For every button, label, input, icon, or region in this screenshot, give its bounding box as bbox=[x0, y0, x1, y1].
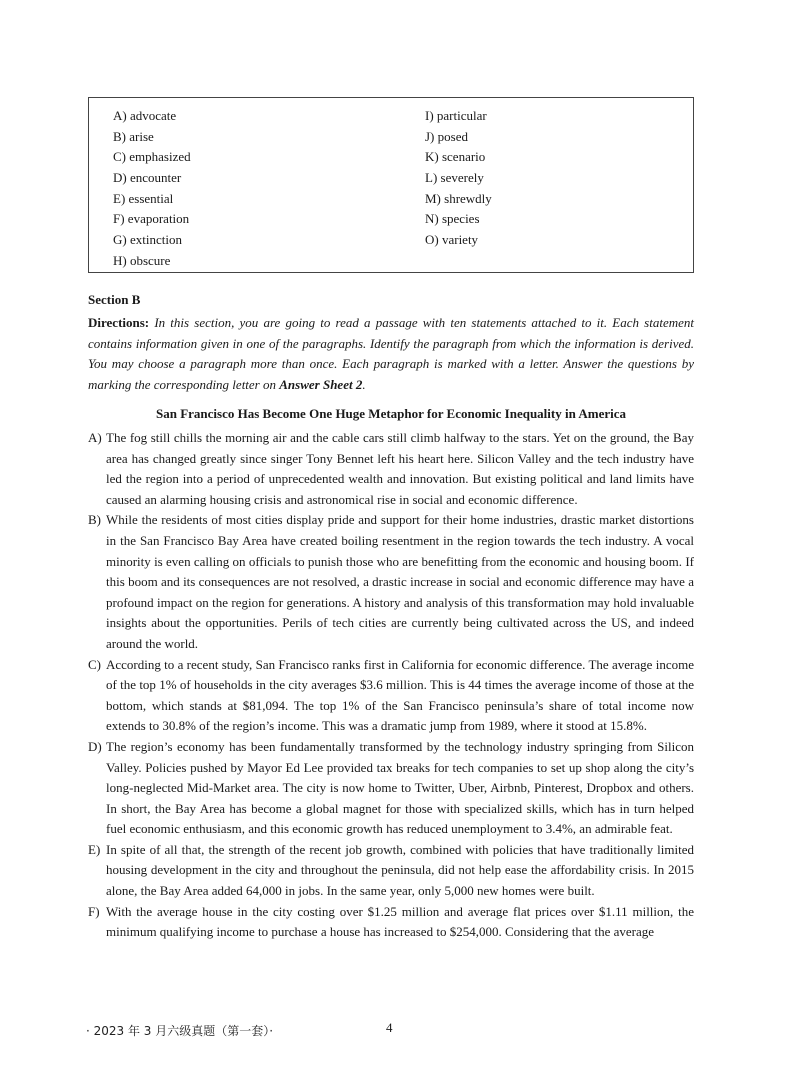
directions-period: . bbox=[362, 376, 366, 392]
paragraph-text: According to a recent study, San Francisco ranks first in California for economic difference. The average income of the top 1% of households in the city averages $3.6 million. This is 44 times the average income of those at the bottom, which stands at $81,094. The top 1% of the San Francisco peninsula’s share of total income now extends to 30.8% of the region’s income. This was a dramatic jump from 1989, where it stood at 15.8%. bbox=[106, 656, 694, 734]
paragraph-label: F) bbox=[88, 903, 100, 919]
paragraph-text: While the residents of most cities display pride and support for their home industries, drastic market distortions in the San Francisco Bay Area have created boiling resentment in the region towards the tech industry. A vocal minority is even calling on officials to punish those who are benefitting from the economic and housing boom. If this boom and its consequences are not resolved, a drastic increase in social and economic difference may have a profound impact on the region for generations. A history and analysis of this transformation may hold invaluable insights about the opportunities. Perils of tech cities are currently being cultivated across the US, and indeed around the world. bbox=[106, 512, 694, 651]
word-bank-right-column bbox=[425, 106, 492, 251]
paragraph-label: B) bbox=[88, 512, 101, 528]
word-option: H) obscure bbox=[113, 252, 171, 268]
passage-title: San Francisco Has Become One Huge Metaphor for Economic Inequality in America bbox=[155, 406, 626, 421]
paragraph-a bbox=[88, 428, 694, 510]
paragraph-b bbox=[88, 510, 694, 654]
paragraph-label: C) bbox=[88, 656, 101, 672]
paragraph-text: With the average house in the city costing over $1.25 million and average flat prices over $1.11 million, the minimum qualifying income to purchase a house has increased to $254,000. Considering that the average bbox=[106, 903, 694, 940]
word-option: N) species bbox=[425, 211, 480, 227]
footer-exam-label: · 2023 年 3 月六级真题（第一套）· bbox=[86, 1024, 274, 1038]
word-bank-box bbox=[88, 97, 694, 273]
paragraph-label: E) bbox=[88, 841, 101, 857]
paragraph-f bbox=[88, 902, 694, 943]
word-option: G) extinction bbox=[113, 232, 182, 248]
paragraph-label: A) bbox=[88, 430, 102, 445]
page-number: 4 bbox=[386, 1020, 393, 1035]
word-option: C) emphasized bbox=[113, 149, 191, 165]
word-option: D) encounter bbox=[113, 170, 182, 186]
paragraph-text: The fog still chills the morning air and the cable cars still climb halfway to the stars. Yet on the ground, the Bay area has changed greatly since singer Tony Bennet left his heart here. Silicon Valley and the tech industry have led the region into a period of unprecedented wealth and innovation. But existing political and land limits have caused an alarming housing crisis and astronomical rise in social and economic difference. bbox=[106, 430, 694, 507]
paragraph-text: The region’s economy has been fundamentally transformed by the technology industry springing from Silicon Valley. Policies pushed by Mayor Ed Lee provided tax breaks for tech companies to set up shop along the city’s long-neglected Mid-Market area. The city is now home to Twitter, Uber, Airbnb, Pinterest, Dropbox and others. In short, the Bay Area has become a global magnet for those with specialized skills, which has in turn helped fuel economic enthusiasm, and this economic growth has reduced unemployment to 3.4%, an admirable feat. bbox=[106, 738, 694, 837]
word-option: L) severely bbox=[425, 170, 484, 186]
word-option: A) advocate bbox=[113, 108, 177, 123]
directions-label: Directions: bbox=[88, 315, 150, 330]
word-option: O) variety bbox=[425, 232, 479, 248]
word-option: M) shrewdly bbox=[425, 190, 492, 206]
word-option: K) scenario bbox=[425, 149, 486, 165]
paragraph-label: D) bbox=[88, 738, 102, 754]
passage-body bbox=[88, 428, 694, 943]
directions bbox=[88, 313, 694, 395]
word-option: B) arise bbox=[113, 128, 154, 144]
word-option: I) particular bbox=[425, 108, 487, 123]
paragraph-text: In spite of all that, the strength of the recent job growth, combined with policies that have traditionally limited housing development in the city and throughout the peninsula, did not help ease the affordability crisis. In 2015 alone, the Bay Area added 64,000 in jobs. In the same year, only 5,000 new homes were built. bbox=[106, 841, 694, 899]
paragraph-c bbox=[88, 655, 694, 737]
answer-sheet-label: Answer Sheet 2 bbox=[279, 376, 363, 392]
section-title: Section B bbox=[88, 292, 141, 307]
paragraph-e bbox=[88, 840, 694, 902]
word-option: F) evaporation bbox=[113, 211, 190, 227]
word-option: J) posed bbox=[425, 128, 468, 144]
directions-text: In this section, you are going to read a passage with ten statements attached to it. Each statement contains information given in one of the paragraphs. Identify the paragraph from which the information is derived. You may choose a paragraph more than once. Each paragraph is marked with a letter. Answer the questions by marking the corresponding letter on bbox=[88, 315, 694, 392]
word-option: E) essential bbox=[113, 190, 174, 206]
paragraph-d bbox=[88, 737, 694, 840]
word-bank-left-column bbox=[113, 106, 191, 272]
